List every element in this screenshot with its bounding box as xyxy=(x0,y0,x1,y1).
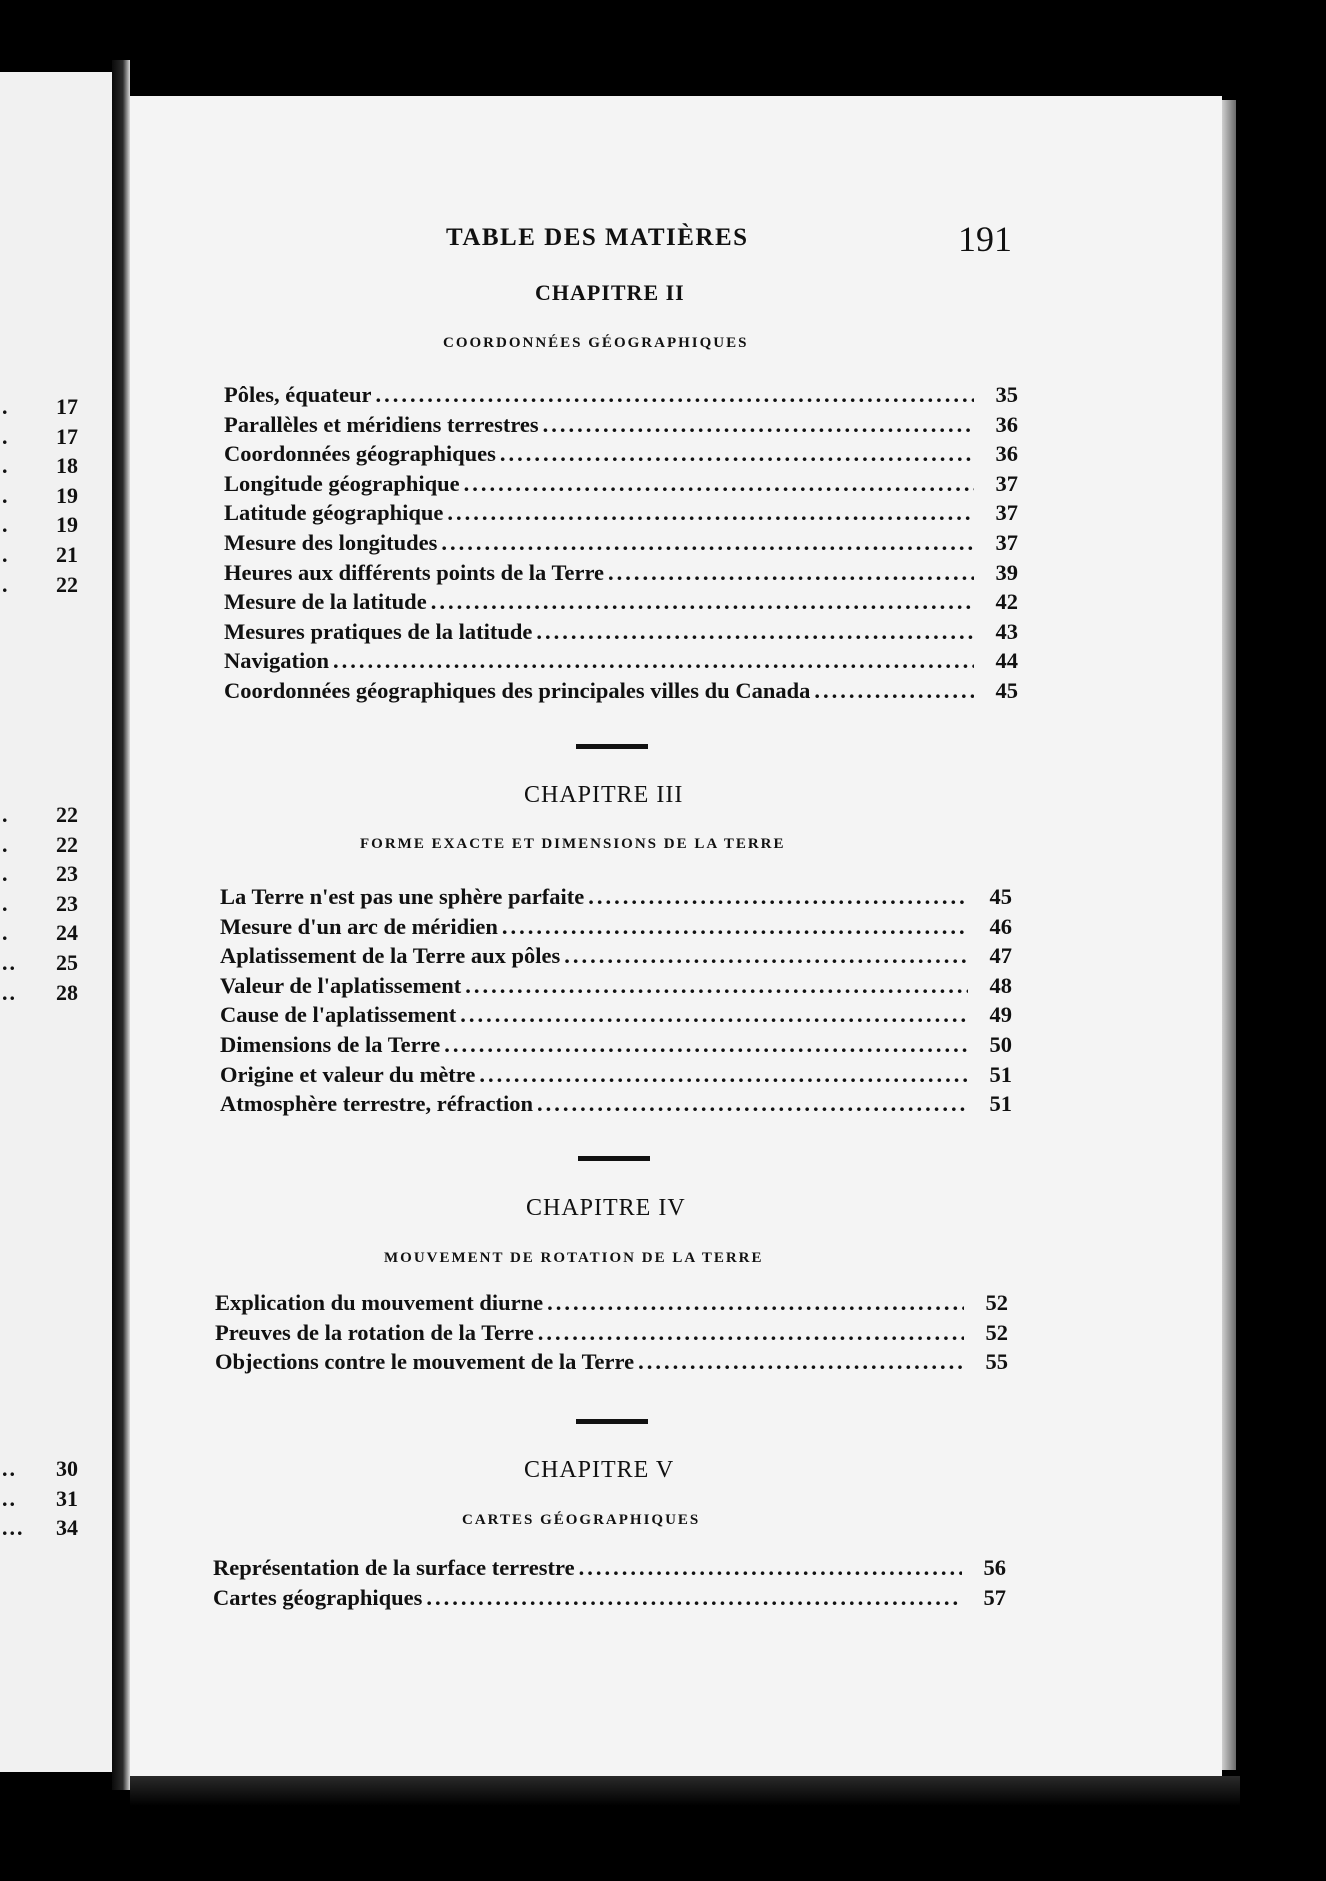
previous-page-number: 22 xyxy=(56,571,78,597)
toc-entry xyxy=(220,882,1012,912)
toc-entry xyxy=(224,380,1018,410)
toc-entry-page: 47 xyxy=(989,943,1012,969)
previous-page-number: 21 xyxy=(56,542,78,567)
previous-page-number: 30 xyxy=(56,1456,78,1481)
toc-entry xyxy=(220,1030,1012,1060)
toc-entry-title: Objections contre le mouvement de la Terre xyxy=(215,1349,635,1375)
toc-entry-page: 55 xyxy=(985,1349,1008,1375)
dot-leader xyxy=(431,587,974,617)
dot-leader: .. xyxy=(2,1485,17,1511)
chapter-divider xyxy=(578,1156,650,1161)
dot-leader xyxy=(537,1089,968,1119)
toc-entry xyxy=(220,912,1012,942)
previous-page-entry xyxy=(0,540,96,570)
previous-page-entry xyxy=(0,948,96,978)
page-edge xyxy=(1222,100,1236,1770)
dot-leader xyxy=(608,558,974,588)
chapter-subtitle: CARTES GÉOGRAPHIQUES xyxy=(462,1512,701,1528)
previous-page-number: 24 xyxy=(56,920,78,946)
previous-page-number: 18 xyxy=(56,453,78,479)
toc-entry xyxy=(224,469,1018,499)
page-number: 191 xyxy=(958,219,1012,259)
toc-entry-page: 57 xyxy=(983,1584,1006,1610)
dot-leader xyxy=(579,1553,962,1583)
dot-leader: . xyxy=(2,890,10,916)
previous-page-entry xyxy=(0,481,96,511)
dot-leader xyxy=(638,1347,964,1377)
dot-leader xyxy=(375,380,974,410)
previous-page-entry xyxy=(0,570,96,600)
previous-page-number: 19 xyxy=(56,512,78,538)
toc-entry xyxy=(224,587,1018,617)
previous-page-entry xyxy=(0,392,96,422)
toc-entry xyxy=(224,528,1018,558)
running-head-title: TABLE DES MATIÈRES xyxy=(446,224,749,251)
previous-page-number: 17 xyxy=(56,423,78,449)
toc-entry-page: 36 xyxy=(995,441,1018,467)
dot-leader xyxy=(441,528,974,558)
toc-entry-page: 37 xyxy=(995,530,1018,555)
toc-entry-page: 52 xyxy=(985,1290,1008,1315)
toc-entry-page: 37 xyxy=(995,470,1018,496)
previous-page-entry xyxy=(0,1484,96,1514)
previous-page-number: 17 xyxy=(56,394,78,419)
toc-entry-title: Mesures pratiques de la latitude xyxy=(224,618,533,644)
dot-leader: .. xyxy=(2,1456,17,1481)
previous-page-number: 19 xyxy=(56,482,78,508)
toc-entry xyxy=(220,971,1012,1001)
toc-entry-title: Heures aux différents points de la Terre xyxy=(224,559,605,585)
dot-leader xyxy=(333,646,974,676)
toc-entry-page: 43 xyxy=(995,618,1018,644)
toc-entry-page: 45 xyxy=(989,884,1012,909)
dot-leader xyxy=(500,439,974,469)
previous-page-number: 25 xyxy=(56,950,78,975)
dot-leader: . xyxy=(2,831,10,857)
previous-page-entry xyxy=(0,510,96,540)
chapter-divider xyxy=(576,1419,648,1424)
toc-entry-title: Dimensions de la Terre xyxy=(220,1032,441,1057)
toc-entry-title: Mesure de la latitude xyxy=(224,589,427,615)
toc-entry-page: 52 xyxy=(985,1319,1008,1345)
toc-entry-title: Cause de l'aplatissement xyxy=(220,1002,457,1028)
toc-entry-title: Origine et valeur du mètre xyxy=(220,1061,476,1087)
toc-entry-page: 39 xyxy=(995,559,1018,585)
previous-page-entry xyxy=(0,859,96,889)
dot-leader xyxy=(447,498,974,528)
dot-leader: .. xyxy=(2,950,17,975)
previous-page-number: 23 xyxy=(56,861,78,887)
dot-leader xyxy=(464,469,974,499)
toc-entry-title: Coordonnées géographiques xyxy=(224,441,496,467)
dot-leader: . xyxy=(2,861,10,887)
dot-leader: ... xyxy=(2,1515,25,1541)
previous-page-entry xyxy=(0,1454,96,1484)
chapter-divider xyxy=(576,744,648,749)
toc-entry-page: 46 xyxy=(989,913,1012,939)
previous-page-fragment xyxy=(0,72,112,1772)
dot-leader xyxy=(444,1030,968,1060)
toc-entry xyxy=(215,1347,1008,1377)
previous-page-number: 34 xyxy=(56,1515,78,1541)
dot-leader: . xyxy=(2,482,10,508)
toc-entry xyxy=(213,1553,1006,1583)
dot-leader: . xyxy=(2,423,10,449)
toc-entry-title: Atmosphère terrestre, réfraction xyxy=(220,1091,533,1117)
toc-entry-title: Mesure des longitudes xyxy=(224,530,438,555)
toc-entry xyxy=(224,498,1018,528)
dot-leader: . xyxy=(2,394,10,419)
toc-entry xyxy=(220,1089,1012,1119)
toc-entry xyxy=(224,676,1018,706)
previous-page-entry xyxy=(0,422,96,452)
dot-leader: . xyxy=(2,542,10,567)
page-bottom-shadow xyxy=(130,1776,1240,1806)
toc-entry-title: Navigation xyxy=(224,648,330,674)
dot-leader xyxy=(465,971,968,1001)
dot-leader xyxy=(460,1000,968,1030)
toc-entry-title: Parallèles et méridiens terrestres xyxy=(224,411,539,437)
toc-entry-title: Explication du mouvement diurne xyxy=(215,1290,544,1315)
toc-entry xyxy=(224,558,1018,588)
chapter-title: CHAPITRE III xyxy=(524,782,684,808)
dot-leader xyxy=(538,1318,964,1348)
toc-entry-page: 51 xyxy=(989,1061,1012,1087)
previous-page-entry xyxy=(0,800,96,830)
chapter-title: CHAPITRE II xyxy=(535,280,685,305)
toc-entry xyxy=(224,439,1018,469)
previous-page-entry xyxy=(0,830,96,860)
dot-leader: . xyxy=(2,802,10,827)
dot-leader: .. xyxy=(2,979,17,1005)
previous-page-number: 22 xyxy=(56,802,78,827)
dot-leader: . xyxy=(2,512,10,538)
dot-leader: . xyxy=(2,453,10,479)
toc-entry-title: Aplatissement de la Terre aux pôles xyxy=(220,943,561,969)
toc-entry xyxy=(220,941,1012,971)
dot-leader xyxy=(564,941,968,971)
dot-leader xyxy=(479,1060,968,1090)
toc-entry-title: Pôles, équateur xyxy=(224,382,372,407)
previous-page-entry xyxy=(0,978,96,1008)
toc-entry-title: Coordonnées géographiques des principales villes du Canada xyxy=(224,678,811,703)
toc-entry xyxy=(224,410,1018,440)
chapter-subtitle: FORME EXACTE ET DIMENSIONS DE LA TERRE xyxy=(360,836,786,852)
toc-entry xyxy=(220,1060,1012,1090)
toc-entry-page: 48 xyxy=(989,972,1012,998)
previous-page-number: 22 xyxy=(56,831,78,857)
toc-entry-title: Latitude géographique xyxy=(224,500,444,526)
toc-entry-title: Longitude géographique xyxy=(224,470,460,496)
toc-entry-page: 56 xyxy=(983,1555,1006,1580)
previous-page-entry xyxy=(0,918,96,948)
dot-leader xyxy=(502,912,968,942)
book-gutter xyxy=(112,60,130,1790)
toc-entry xyxy=(220,1000,1012,1030)
toc-entry xyxy=(224,646,1018,676)
toc-entry-page: 45 xyxy=(995,678,1018,703)
previous-page-entry xyxy=(0,451,96,481)
previous-page-entry xyxy=(0,889,96,919)
toc-entry-title: La Terre n'est pas une sphère parfaite xyxy=(220,884,585,909)
chapter-title: CHAPITRE V xyxy=(524,1457,675,1483)
toc-entry xyxy=(213,1583,1006,1613)
dot-leader xyxy=(536,617,974,647)
toc-entry-page: 50 xyxy=(989,1032,1012,1057)
toc-entry-page: 36 xyxy=(995,411,1018,437)
toc-entry-page: 49 xyxy=(989,1002,1012,1028)
dot-leader xyxy=(547,1288,964,1318)
dot-leader xyxy=(588,882,968,912)
toc-entry-page: 35 xyxy=(995,382,1018,407)
chapter-subtitle: COORDONNÉES GÉOGRAPHIQUES xyxy=(443,335,749,351)
previous-page-number: 23 xyxy=(56,890,78,916)
toc-entry-title: Cartes géographiques xyxy=(213,1584,423,1610)
toc-entry xyxy=(224,617,1018,647)
dot-leader xyxy=(814,676,974,706)
toc-entry-title: Représentation de la surface terrestre xyxy=(213,1555,575,1580)
dot-leader: . xyxy=(2,571,10,597)
toc-entry-page: 42 xyxy=(995,589,1018,615)
toc-entry-title: Preuves de la rotation de la Terre xyxy=(215,1319,534,1345)
toc-entry-page: 44 xyxy=(995,648,1018,674)
toc-entry-page: 51 xyxy=(989,1091,1012,1117)
chapter-subtitle: MOUVEMENT DE ROTATION DE LA TERRE xyxy=(384,1250,764,1266)
toc-entry-page: 37 xyxy=(995,500,1018,526)
previous-page-number: 28 xyxy=(56,979,78,1005)
dot-leader xyxy=(426,1583,962,1613)
previous-page-entry xyxy=(0,1513,96,1543)
dot-leader: . xyxy=(2,920,10,946)
chapter-title: CHAPITRE IV xyxy=(526,1195,686,1221)
toc-entry xyxy=(215,1288,1008,1318)
toc-entry-title: Mesure d'un arc de méridien xyxy=(220,913,498,939)
toc-entry xyxy=(215,1318,1008,1348)
dot-leader xyxy=(543,410,974,440)
toc-entry-title: Valeur de l'aplatissement xyxy=(220,972,462,998)
previous-page-number: 31 xyxy=(56,1485,78,1511)
